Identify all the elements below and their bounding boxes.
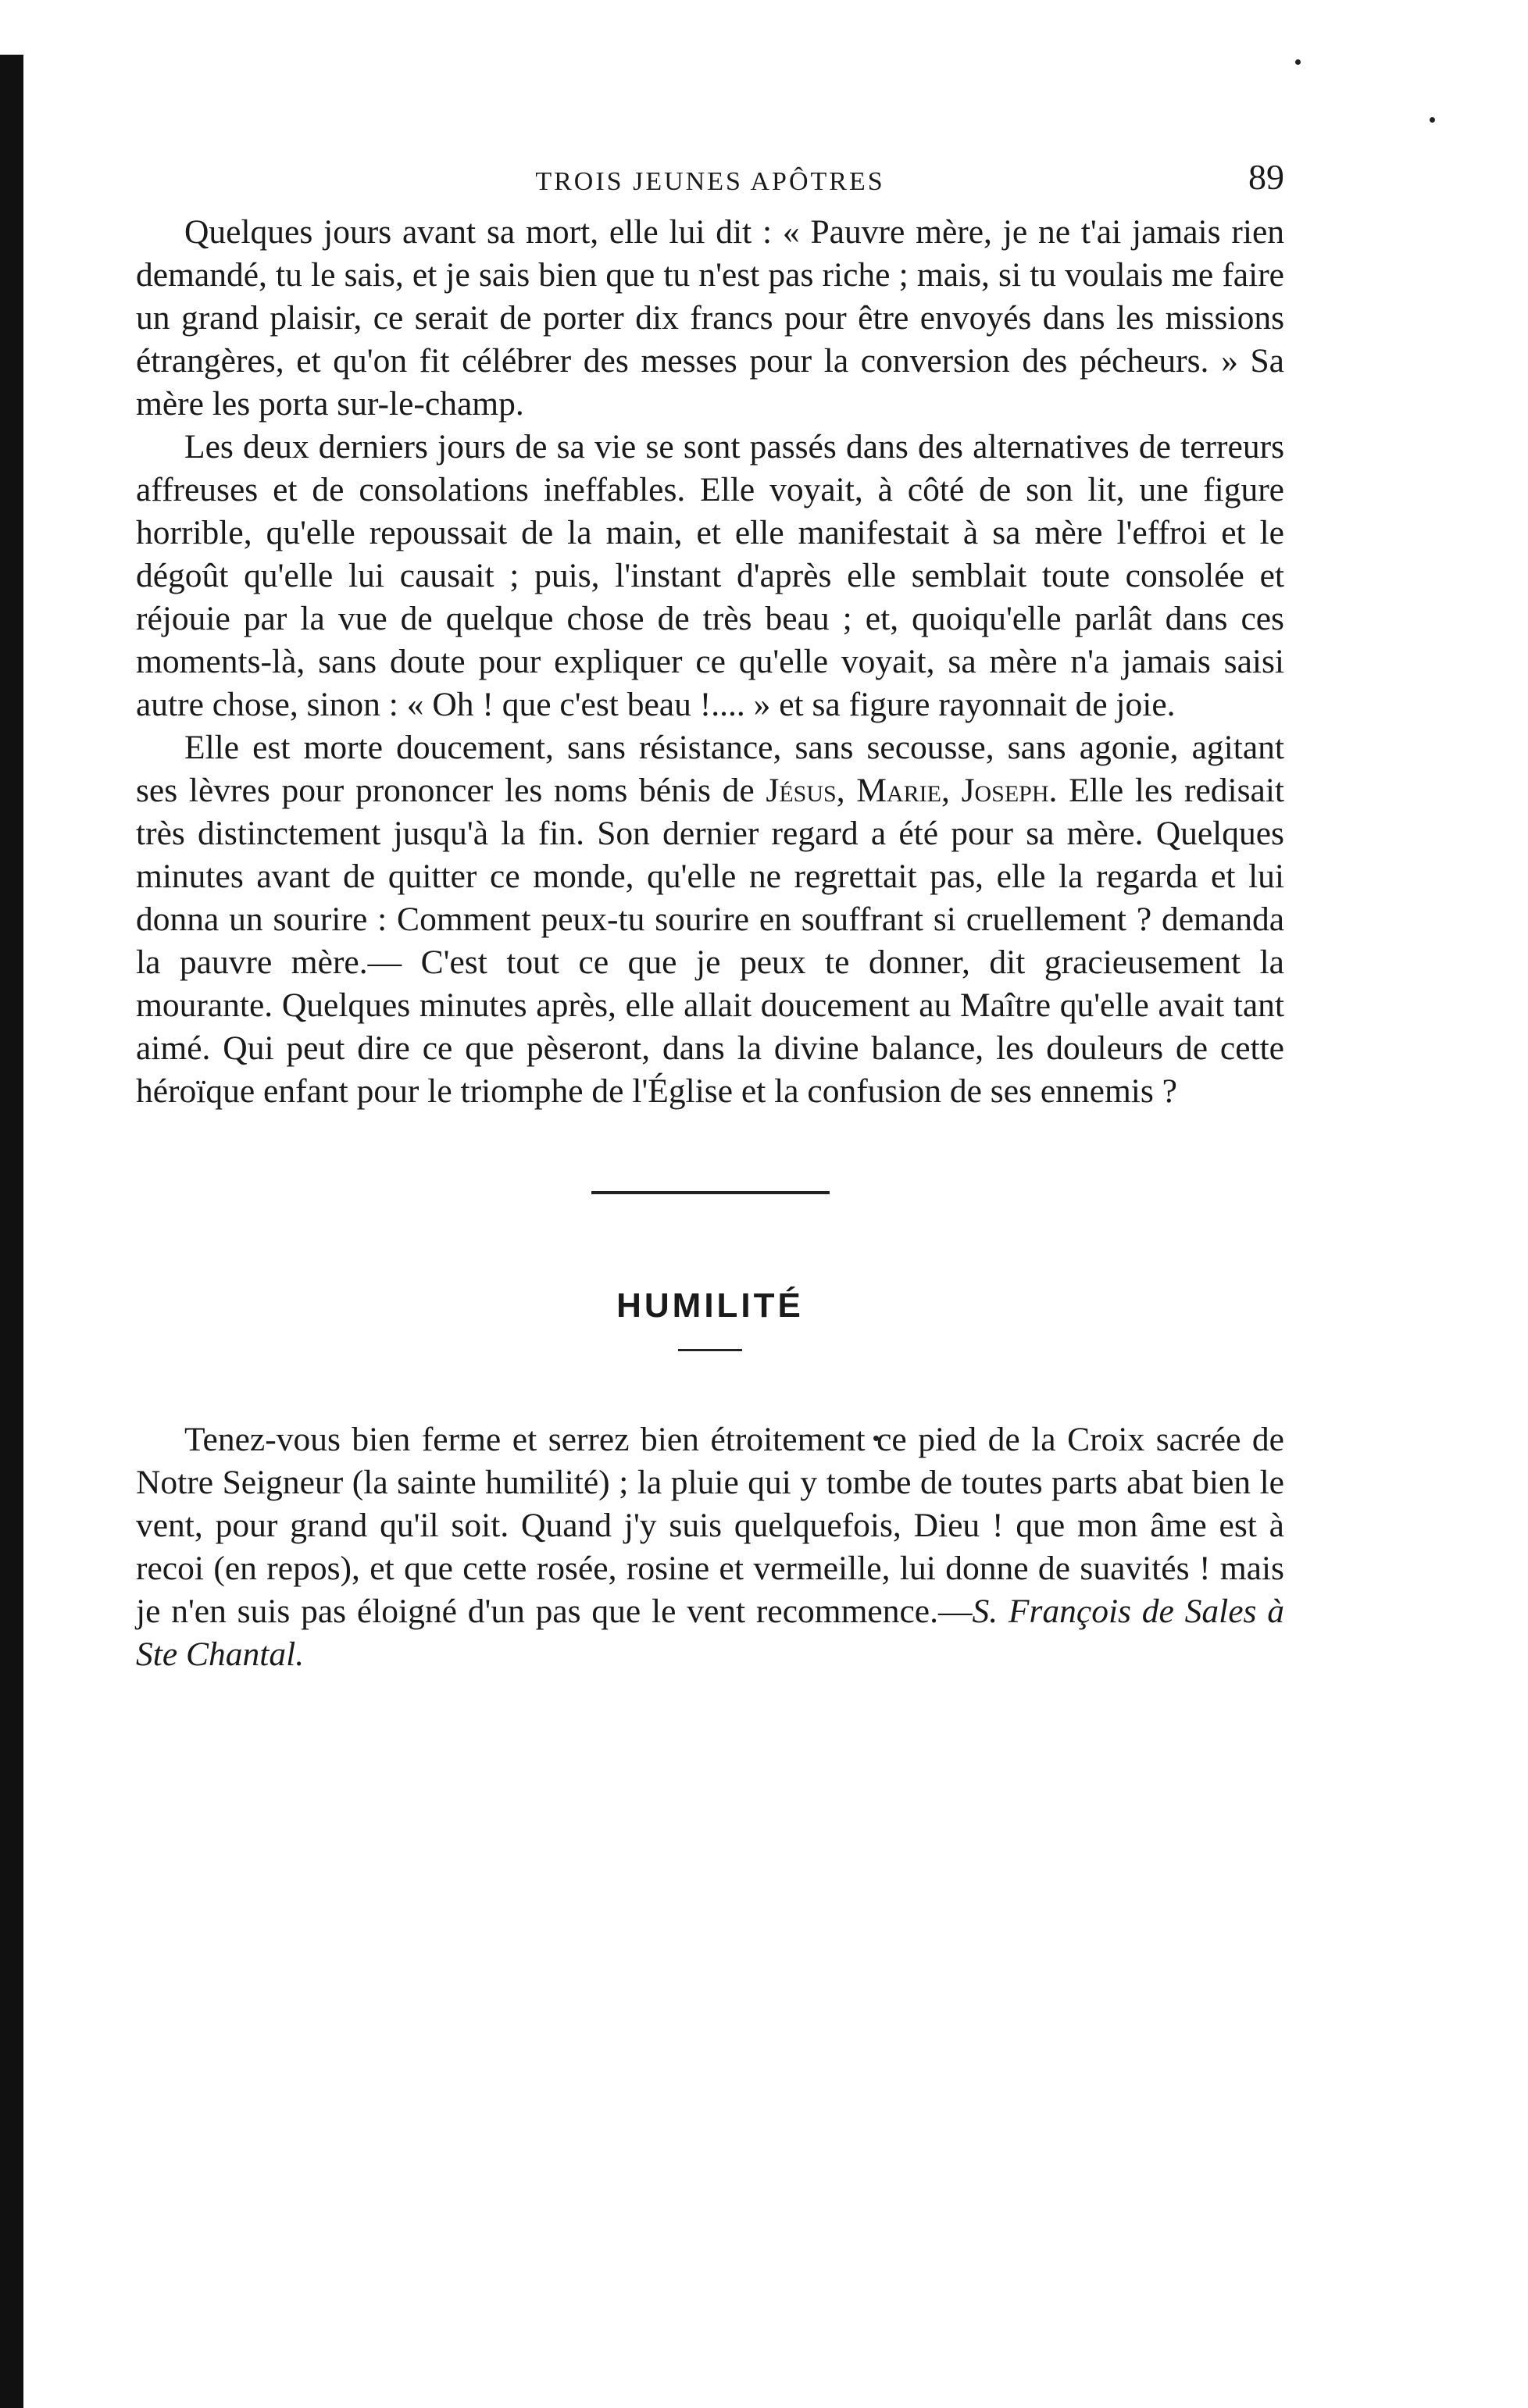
- title-underline: [678, 1349, 742, 1351]
- paragraph-2: Les deux derniers jours de sa vie se sont passés dans des alternatives de terreurs affreuses et de consolations ineffables. Elle voyait, à côté de son lit, une figure horrible, qu'elle repoussait de la main, et elle manifestait à sa mère l'effroi et le dégoût qu'elle lui causait ; puis, l'instant d'après elle semblait toute consolée et réjouie par la vue de quelque chose de très beau ; et, quoiqu'elle parlât dans ces moments-là, sans doute pour expliquer ce qu'elle voyait, sa mère n'a jamais saisi autre chose, sinon : « Oh ! que c'est beau !.... » et sa figure rayonnait de joie.: [136, 428, 1284, 723]
- humilite-quote: [136, 1418, 1284, 1676]
- name-marie: Marie: [856, 772, 941, 809]
- paragraph-3-text-before: Elle est morte doucement, sans résistance, sans secousse, sans agonie, agitant ses lèvres pour prononcer les noms bénis de: [136, 729, 1284, 809]
- page-number: 89: [1248, 157, 1284, 197]
- name-separator: ,: [941, 772, 962, 809]
- scan-speck: [1295, 59, 1301, 65]
- section-divider: [591, 1191, 830, 1194]
- section-title: HUMILITÉ: [616, 1286, 804, 1325]
- quote-text: Tenez-vous bien ferme et serrez bien étroitement ce pied de la Croix sacrée de Notre Seigneur (la sainte humilité) ; la pluie qui y tombe de toutes parts abat bien le vent, pour grand qu'il soit. Quand j'y suis quelquefois, Dieu ! que mon âme est à recoi (en repos), et que cette rosée, rosine et vermeille, lui donne de suavités ! mais je n'en suis pas éloigné d'un pas que le vent recommence.—: [136, 1421, 1284, 1630]
- running-head: [136, 156, 1284, 211]
- paragraph-1: Quelques jours avant sa mort, elle lui dit : « Pauvre mère, je ne t'ai jamais rien demandé, tu le sais, et je sais bien que tu n'est pas riche ; mais, si tu voulais me faire un grand plaisir, ce serait de porter dix francs pour être envoyés dans les missions étrangères, et qu'on fit célébrer des messes pour la conversion des pécheurs. » Sa mère les porta sur-le-champ.: [136, 213, 1284, 423]
- name-separator: ,: [836, 772, 857, 809]
- scan-binding-edge: [0, 55, 23, 2408]
- quote-attribution: S. François de Sales à Ste Chantal.: [136, 1593, 1284, 1673]
- paragraph-3-text-after: . Elle les redisait très distinctement jusqu'à la fin. Son dernier regard a été pour sa mère. Quelques minutes avant de quitter ce monde, qu'elle ne regrettait pas, elle la regarda et lui donna un sourire : Comment peux-tu sourire en souffrant si cruellement ? demanda la pauvre mère.— C'est tout ce que je peux te donner, dit gracieusement la mourante. Quelques minutes après, elle allait doucement au Maître qu'elle avait tant aimé. Qui peut dire ce que pèseront, dans la divine balance, les douleurs de cette héroïque enfant pour le triomphe de l'Église et la confusion de ses ennemis ?: [136, 772, 1284, 1110]
- scan-speck: [1430, 117, 1435, 123]
- name-joseph: Joseph: [961, 772, 1049, 809]
- name-jesus: Jésus: [766, 772, 837, 809]
- book-page: [136, 156, 1284, 1676]
- paragraph-3: [136, 726, 1284, 1113]
- running-title: TROIS JEUNES APÔTRES: [535, 167, 885, 196]
